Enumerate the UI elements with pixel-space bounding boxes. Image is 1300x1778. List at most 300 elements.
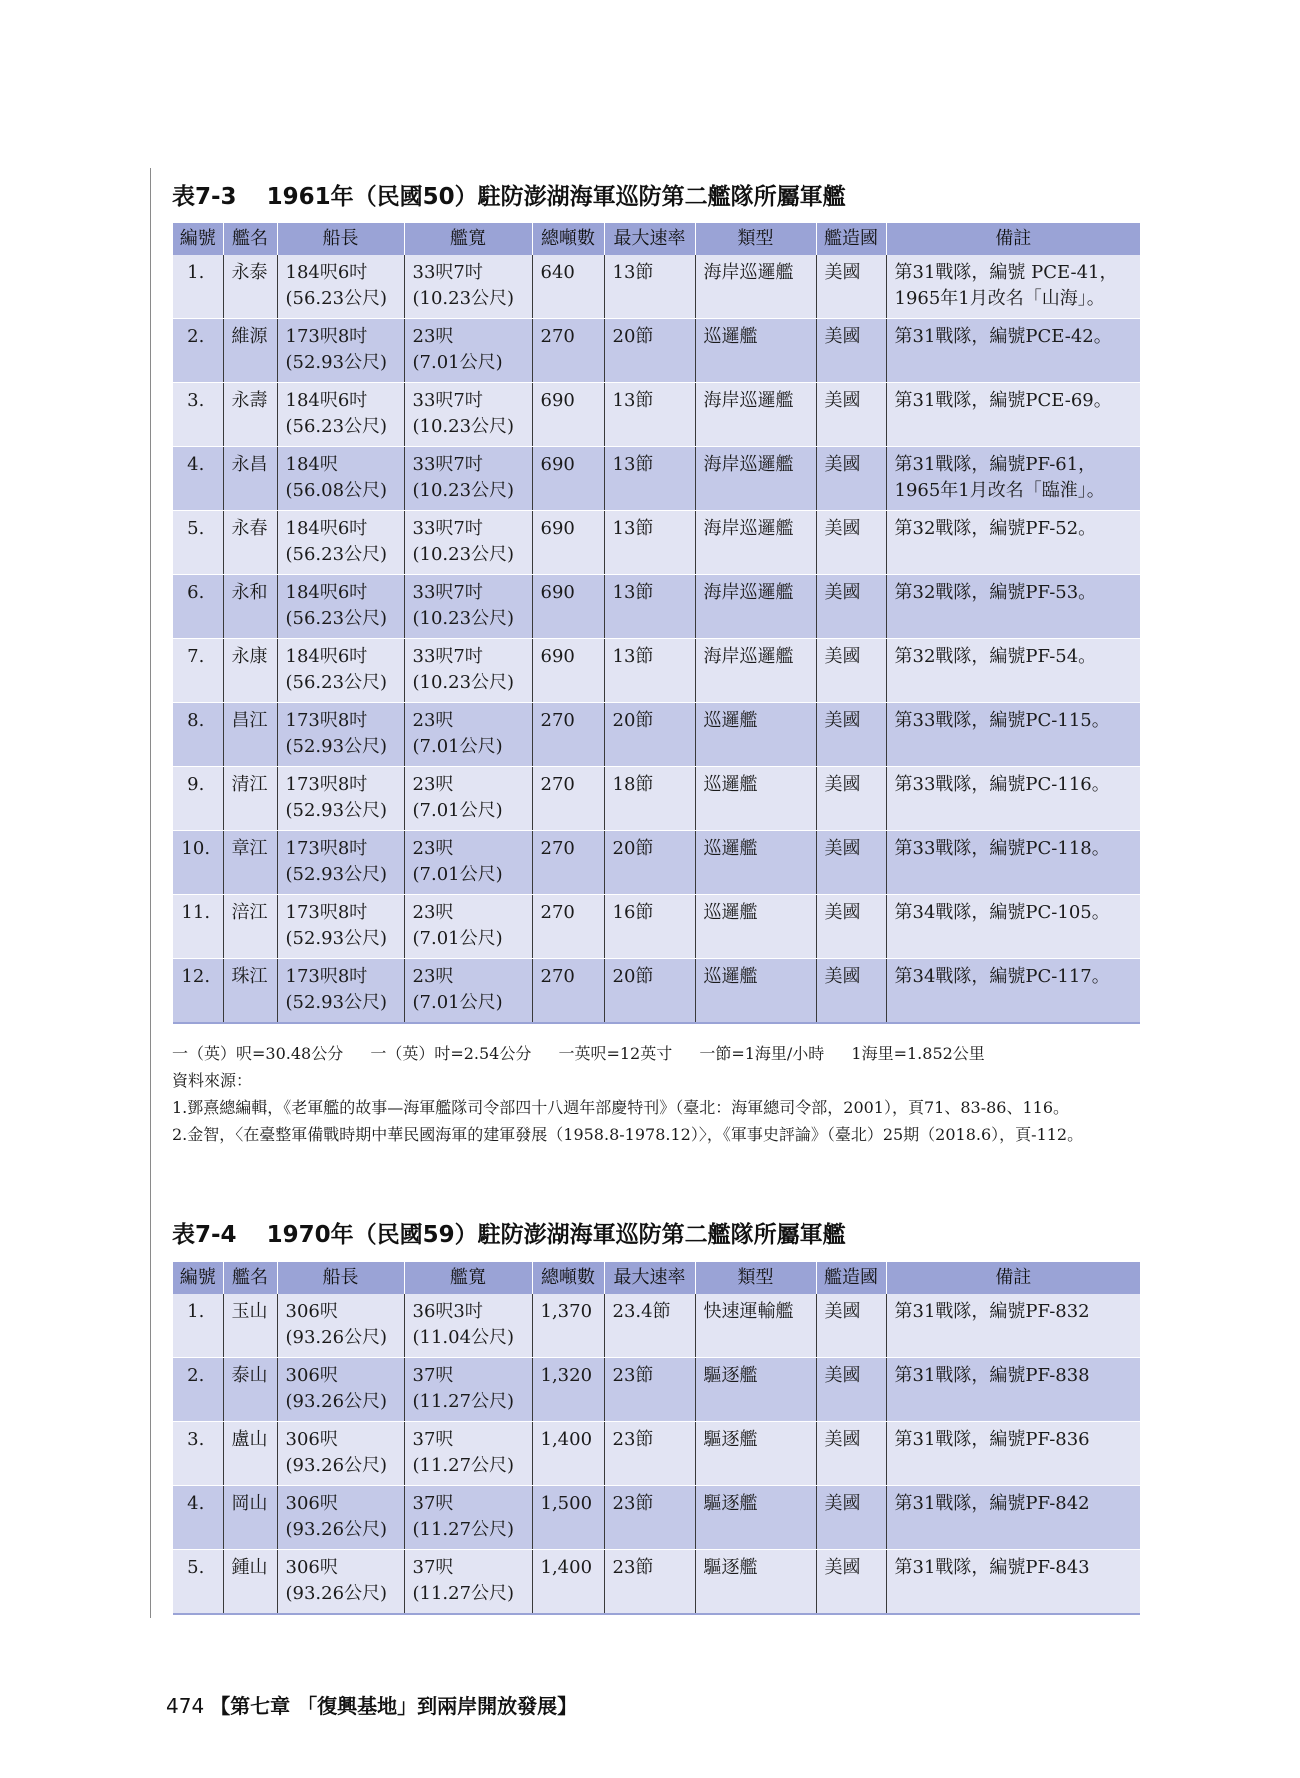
- cell-line: 13節: [612, 390, 654, 411]
- header-builder-country: 艦造國: [816, 1262, 886, 1294]
- cell-line: 690: [540, 454, 575, 475]
- cell-line: 1,320: [540, 1365, 593, 1386]
- cell-line: 20節: [612, 966, 654, 987]
- cell-line: 第31戰隊，編號PF-61，1965年1月改名「臨淮」。: [894, 454, 1105, 501]
- cell-number: [173, 319, 223, 383]
- cell-line: 6.: [187, 582, 205, 603]
- table-7-4-number: 表7-4: [172, 1222, 237, 1248]
- cell-line: 驅逐艦: [703, 1429, 758, 1450]
- cell-line: 驅逐艦: [703, 1365, 758, 1386]
- cell-line: (7.01公尺): [412, 864, 503, 885]
- header-max-speed: 最大速率: [604, 223, 695, 255]
- cell-beam: [404, 575, 532, 639]
- cell-line: 美國: [824, 1493, 861, 1514]
- cell-ship-name: [223, 1486, 277, 1550]
- cell-line: 13節: [612, 454, 654, 475]
- cell-line: 23呎: [412, 902, 454, 923]
- cell-builder-country: [816, 1358, 886, 1422]
- cell-max-speed: [604, 1294, 695, 1358]
- cell-line: (11.27公尺): [412, 1455, 515, 1476]
- cell-line: 5.: [187, 1557, 205, 1578]
- cell-max-speed: [604, 1550, 695, 1615]
- cell-tonnage: [532, 383, 604, 447]
- cell-length: [277, 639, 404, 703]
- cell-remarks: [886, 703, 1140, 767]
- table-row: [173, 319, 1140, 383]
- cell-beam: [404, 1550, 532, 1615]
- cell-tonnage: [532, 1358, 604, 1422]
- cell-line: 海岸巡邏艦: [703, 518, 794, 539]
- cell-beam: [404, 895, 532, 959]
- source-1: 1.鄧熹總編輯，《老軍艦的故事—海軍艦隊司令部四十八週年部慶特刊》（臺北：海軍總司令部，2001），頁71、83-86、116。: [172, 1098, 1070, 1117]
- cell-line: 37呎: [412, 1557, 454, 1578]
- cell-line: 33呎7吋: [412, 646, 483, 667]
- cell-number: [173, 959, 223, 1024]
- cell-line: (93.26公尺): [285, 1583, 388, 1604]
- cell-type: [695, 639, 816, 703]
- cell-line: 12.: [181, 966, 211, 987]
- cell-line: 270: [540, 710, 575, 731]
- cell-max-speed: [604, 703, 695, 767]
- cell-line: 23呎: [412, 774, 454, 795]
- cell-line: 173呎8吋: [285, 838, 368, 859]
- cell-line: (93.26公尺): [285, 1327, 388, 1348]
- cell-builder-country: [816, 703, 886, 767]
- table-row: [173, 895, 1140, 959]
- cell-line: (7.01公尺): [412, 800, 503, 821]
- cell-builder-country: [816, 319, 886, 383]
- cell-ship-name: [223, 1358, 277, 1422]
- cell-max-speed: [604, 1486, 695, 1550]
- cell-beam: [404, 831, 532, 895]
- cell-line: (93.26公尺): [285, 1455, 388, 1476]
- cell-line: 泰山: [231, 1365, 268, 1386]
- cell-builder-country: [816, 639, 886, 703]
- cell-line: (11.27公尺): [412, 1519, 515, 1540]
- cell-line: (56.23公尺): [285, 416, 388, 437]
- cell-line: 23.4節: [612, 1301, 671, 1322]
- cell-line: 306呎: [285, 1301, 338, 1322]
- cell-line: 10.: [181, 838, 211, 859]
- cell-max-speed: [604, 959, 695, 1024]
- cell-line: 岡山: [231, 1493, 268, 1514]
- cell-line: 9.: [187, 774, 205, 795]
- cell-line: 16節: [612, 902, 654, 923]
- cell-line: (11.27公尺): [412, 1583, 515, 1604]
- cell-line: 美國: [824, 326, 861, 347]
- cell-line: 永春: [231, 518, 268, 539]
- cell-remarks: [886, 447, 1140, 511]
- cell-line: 鍾山: [231, 1557, 268, 1578]
- cell-beam: [404, 255, 532, 319]
- cell-line: 270: [540, 774, 575, 795]
- table-row: [173, 255, 1140, 319]
- header-type: 類型: [695, 1262, 816, 1294]
- cell-builder-country: [816, 383, 886, 447]
- cell-line: 23節: [612, 1557, 654, 1578]
- cell-line: 7.: [187, 646, 205, 667]
- cell-line: 第31戰隊，編號PF-843: [894, 1557, 1090, 1578]
- cell-length: [277, 255, 404, 319]
- cell-line: 270: [540, 326, 575, 347]
- cell-line: (10.23公尺): [412, 416, 515, 437]
- cell-line: 690: [540, 518, 575, 539]
- cell-line: 13節: [612, 582, 654, 603]
- cell-ship-name: [223, 319, 277, 383]
- cell-line: 美國: [824, 390, 861, 411]
- cell-builder-country: [816, 575, 886, 639]
- cell-builder-country: [816, 1294, 886, 1358]
- cell-line: 23呎: [412, 710, 454, 731]
- cell-line: 美國: [824, 902, 861, 923]
- conversion-knot: 一節=1海里/小時: [699, 1044, 825, 1063]
- cell-type: [695, 1358, 816, 1422]
- cell-max-speed: [604, 1422, 695, 1486]
- cell-max-speed: [604, 767, 695, 831]
- cell-line: 33呎7吋: [412, 518, 483, 539]
- cell-line: 永和: [231, 582, 268, 603]
- table-7-4: [173, 1262, 1140, 1615]
- page-footer: [166, 1690, 577, 1719]
- cell-type: [695, 575, 816, 639]
- table-7-4-title: [172, 1216, 846, 1249]
- cell-line: 33呎7吋: [412, 454, 483, 475]
- cell-line: 1,400: [540, 1557, 593, 1578]
- cell-line: 永康: [231, 646, 268, 667]
- cell-line: 270: [540, 838, 575, 859]
- cell-beam: [404, 1294, 532, 1358]
- cell-line: 第31戰隊，編號PF-842: [894, 1493, 1090, 1514]
- cell-ship-name: [223, 767, 277, 831]
- cell-tonnage: [532, 639, 604, 703]
- cell-beam: [404, 959, 532, 1024]
- cell-line: 640: [540, 262, 575, 283]
- cell-line: 184呎: [285, 454, 338, 475]
- header-tonnage: 總噸數: [532, 1262, 604, 1294]
- cell-beam: [404, 703, 532, 767]
- cell-builder-country: [816, 1550, 886, 1615]
- cell-beam: [404, 1486, 532, 1550]
- cell-line: 23呎: [412, 838, 454, 859]
- cell-length: [277, 1422, 404, 1486]
- cell-line: 184呎6吋: [285, 582, 368, 603]
- cell-line: 第32戰隊，編號PF-54。: [894, 646, 1097, 667]
- cell-line: 270: [540, 966, 575, 987]
- cell-tonnage: [532, 255, 604, 319]
- cell-line: 23呎: [412, 966, 454, 987]
- table-row: [173, 447, 1140, 511]
- header-ship-name: 艦名: [223, 1262, 277, 1294]
- cell-max-speed: [604, 319, 695, 383]
- cell-type: [695, 703, 816, 767]
- cell-line: (11.27公尺): [412, 1391, 515, 1412]
- cell-line: (93.26公尺): [285, 1391, 388, 1412]
- cell-length: [277, 319, 404, 383]
- cell-tonnage: [532, 895, 604, 959]
- cell-beam: [404, 639, 532, 703]
- header-max-speed: 最大速率: [604, 1262, 695, 1294]
- source-2: 2.金智，〈在臺整軍備戰時期中華民國海軍的建軍發展（1958.8-1978.12）〉，《軍事史評論》（臺北）25期（2018.6），頁-112。: [172, 1125, 1084, 1144]
- cell-line: 第33戰隊，編號PC-116。: [894, 774, 1110, 795]
- table-7-3-number: 表7-3: [172, 184, 237, 210]
- page-number: 474: [166, 1694, 205, 1718]
- cell-line: 第31戰隊，編號PCE-42。: [894, 326, 1112, 347]
- cell-type: [695, 1486, 816, 1550]
- unit-conversions: [172, 1040, 1142, 1067]
- cell-line: 690: [540, 646, 575, 667]
- cell-number: [173, 895, 223, 959]
- cell-builder-country: [816, 1486, 886, 1550]
- header-length: 船長: [277, 1262, 404, 1294]
- cell-ship-name: [223, 447, 277, 511]
- header-beam: 艦寬: [404, 223, 532, 255]
- cell-line: 184呎6吋: [285, 646, 368, 667]
- cell-number: [173, 639, 223, 703]
- cell-length: [277, 383, 404, 447]
- cell-max-speed: [604, 575, 695, 639]
- table-row: [173, 639, 1140, 703]
- cell-line: 美國: [824, 1301, 861, 1322]
- cell-ship-name: [223, 895, 277, 959]
- cell-line: 13節: [612, 646, 654, 667]
- header-number: 編號: [173, 223, 223, 255]
- cell-line: 184呎6吋: [285, 262, 368, 283]
- cell-tonnage: [532, 1550, 604, 1615]
- cell-beam: [404, 1422, 532, 1486]
- cell-line: 海岸巡邏艦: [703, 454, 794, 475]
- cell-line: 306呎: [285, 1429, 338, 1450]
- cell-line: 270: [540, 902, 575, 923]
- cell-type: [695, 383, 816, 447]
- cell-line: 巡邏艦: [703, 774, 758, 795]
- cell-line: (10.23公尺): [412, 288, 515, 309]
- cell-tonnage: [532, 959, 604, 1024]
- cell-line: 1.: [187, 1301, 205, 1322]
- cell-line: (52.93公尺): [285, 736, 388, 757]
- cell-line: 11.: [181, 902, 211, 923]
- cell-length: [277, 1550, 404, 1615]
- cell-line: 306呎: [285, 1557, 338, 1578]
- cell-line: 涪江: [231, 902, 268, 923]
- cell-line: 美國: [824, 518, 861, 539]
- table-row: [173, 703, 1140, 767]
- cell-line: 美國: [824, 582, 861, 603]
- cell-number: [173, 447, 223, 511]
- cell-line: 巡邏艦: [703, 902, 758, 923]
- cell-line: (56.23公尺): [285, 288, 388, 309]
- header-beam: 艦寬: [404, 1262, 532, 1294]
- table-7-3: [173, 223, 1140, 1024]
- cell-line: (10.23公尺): [412, 608, 515, 629]
- cell-line: 173呎8吋: [285, 902, 368, 923]
- table-row: [173, 1422, 1140, 1486]
- cell-line: 36呎3吋: [412, 1301, 483, 1322]
- cell-max-speed: [604, 383, 695, 447]
- cell-line: 173呎8吋: [285, 326, 368, 347]
- cell-remarks: [886, 895, 1140, 959]
- cell-max-speed: [604, 895, 695, 959]
- table-7-3-caption: 1961年（民國50）駐防澎湖海軍巡防第二艦隊所屬軍艦: [266, 184, 846, 210]
- cell-number: [173, 1550, 223, 1615]
- cell-type: [695, 1294, 816, 1358]
- source-label: 資料來源：: [172, 1071, 253, 1090]
- cell-type: [695, 831, 816, 895]
- cell-type: [695, 255, 816, 319]
- cell-length: [277, 703, 404, 767]
- cell-line: 2.: [187, 1365, 205, 1386]
- cell-line: (10.23公尺): [412, 480, 515, 501]
- cell-line: (7.01公尺): [412, 992, 503, 1013]
- cell-builder-country: [816, 895, 886, 959]
- cell-line: 海岸巡邏艦: [703, 582, 794, 603]
- cell-remarks: [886, 319, 1140, 383]
- cell-type: [695, 1422, 816, 1486]
- header-remarks: 備註: [886, 1262, 1140, 1294]
- cell-ship-name: [223, 639, 277, 703]
- cell-line: 690: [540, 582, 575, 603]
- cell-max-speed: [604, 831, 695, 895]
- cell-line: 美國: [824, 710, 861, 731]
- table-header-row: [173, 223, 1140, 255]
- header-tonnage: 總噸數: [532, 223, 604, 255]
- cell-tonnage: [532, 767, 604, 831]
- cell-line: 1,400: [540, 1429, 593, 1450]
- cell-beam: [404, 767, 532, 831]
- cell-length: [277, 895, 404, 959]
- cell-line: 維源: [231, 326, 268, 347]
- cell-line: 珠江: [231, 966, 268, 987]
- cell-line: 第34戰隊，編號PC-117。: [894, 966, 1110, 987]
- cell-ship-name: [223, 575, 277, 639]
- cell-line: 美國: [824, 838, 861, 859]
- cell-remarks: [886, 1422, 1140, 1486]
- cell-line: 巡邏艦: [703, 710, 758, 731]
- table-row: [173, 1486, 1140, 1550]
- cell-tonnage: [532, 1486, 604, 1550]
- cell-length: [277, 767, 404, 831]
- cell-line: 306呎: [285, 1365, 338, 1386]
- cell-remarks: [886, 959, 1140, 1024]
- cell-remarks: [886, 1294, 1140, 1358]
- cell-line: 第34戰隊，編號PC-105。: [894, 902, 1110, 923]
- table-row: [173, 511, 1140, 575]
- cell-line: (10.23公尺): [412, 672, 515, 693]
- cell-remarks: [886, 1486, 1140, 1550]
- cell-tonnage: [532, 1294, 604, 1358]
- conversion-foot: 一（英）呎=30.48公分: [172, 1044, 344, 1063]
- cell-line: 1,370: [540, 1301, 593, 1322]
- cell-remarks: [886, 831, 1140, 895]
- cell-type: [695, 895, 816, 959]
- cell-number: [173, 255, 223, 319]
- table-row: [173, 383, 1140, 447]
- cell-line: 美國: [824, 454, 861, 475]
- cell-line: 18節: [612, 774, 654, 795]
- cell-line: 玉山: [231, 1301, 268, 1322]
- cell-number: [173, 1486, 223, 1550]
- cell-max-speed: [604, 511, 695, 575]
- cell-line: (11.04公尺): [412, 1327, 515, 1348]
- cell-ship-name: [223, 383, 277, 447]
- cell-line: 美國: [824, 646, 861, 667]
- cell-line: 184呎6吋: [285, 390, 368, 411]
- cell-beam: [404, 1358, 532, 1422]
- cell-number: [173, 1358, 223, 1422]
- cell-tonnage: [532, 1422, 604, 1486]
- cell-tonnage: [532, 831, 604, 895]
- cell-tonnage: [532, 319, 604, 383]
- table-notes: [172, 1040, 1142, 1148]
- cell-line: 昌江: [231, 710, 268, 731]
- cell-max-speed: [604, 447, 695, 511]
- cell-line: 23節: [612, 1429, 654, 1450]
- cell-line: 4.: [187, 1493, 205, 1514]
- table-row: [173, 959, 1140, 1024]
- cell-ship-name: [223, 255, 277, 319]
- cell-line: (52.93公尺): [285, 352, 388, 373]
- cell-number: [173, 1422, 223, 1486]
- cell-line: 巡邏艦: [703, 326, 758, 347]
- cell-line: 13節: [612, 262, 654, 283]
- cell-line: (52.93公尺): [285, 800, 388, 821]
- cell-line: (52.93公尺): [285, 864, 388, 885]
- cell-remarks: [886, 255, 1140, 319]
- cell-line: 永壽: [231, 390, 268, 411]
- cell-line: 173呎8吋: [285, 774, 368, 795]
- cell-line: 690: [540, 390, 575, 411]
- cell-line: 1,500: [540, 1493, 593, 1514]
- cell-builder-country: [816, 511, 886, 575]
- cell-number: [173, 575, 223, 639]
- cell-remarks: [886, 1358, 1140, 1422]
- header-type: 類型: [695, 223, 816, 255]
- cell-line: (52.93公尺): [285, 992, 388, 1013]
- cell-builder-country: [816, 447, 886, 511]
- cell-line: 章江: [231, 838, 268, 859]
- cell-number: [173, 703, 223, 767]
- cell-line: (52.93公尺): [285, 928, 388, 949]
- cell-ship-name: [223, 703, 277, 767]
- cell-line: 23呎: [412, 326, 454, 347]
- cell-line: 23節: [612, 1365, 654, 1386]
- cell-beam: [404, 319, 532, 383]
- cell-line: (56.08公尺): [285, 480, 388, 501]
- cell-number: [173, 831, 223, 895]
- cell-length: [277, 1486, 404, 1550]
- cell-line: 3.: [187, 390, 205, 411]
- cell-ship-name: [223, 831, 277, 895]
- cell-number: [173, 511, 223, 575]
- cell-line: 第33戰隊，編號PC-118。: [894, 838, 1110, 859]
- cell-line: (93.26公尺): [285, 1519, 388, 1540]
- margin-rule: [150, 168, 151, 1618]
- cell-line: 1.: [187, 262, 205, 283]
- cell-line: 23節: [612, 1493, 654, 1514]
- cell-line: 4.: [187, 454, 205, 475]
- cell-remarks: [886, 575, 1140, 639]
- cell-ship-name: [223, 1422, 277, 1486]
- table-7-4-caption: 1970年（民國59）駐防澎湖海軍巡防第二艦隊所屬軍艦: [266, 1222, 846, 1248]
- conversion-inch: 一（英）吋=2.54公分: [370, 1044, 532, 1063]
- cell-ship-name: [223, 1550, 277, 1615]
- cell-line: 巡邏艦: [703, 966, 758, 987]
- cell-type: [695, 447, 816, 511]
- cell-line: 第31戰隊，編號PCE-69。: [894, 390, 1112, 411]
- cell-ship-name: [223, 511, 277, 575]
- cell-line: 20節: [612, 838, 654, 859]
- table-row: [173, 1358, 1140, 1422]
- table-row: [173, 767, 1140, 831]
